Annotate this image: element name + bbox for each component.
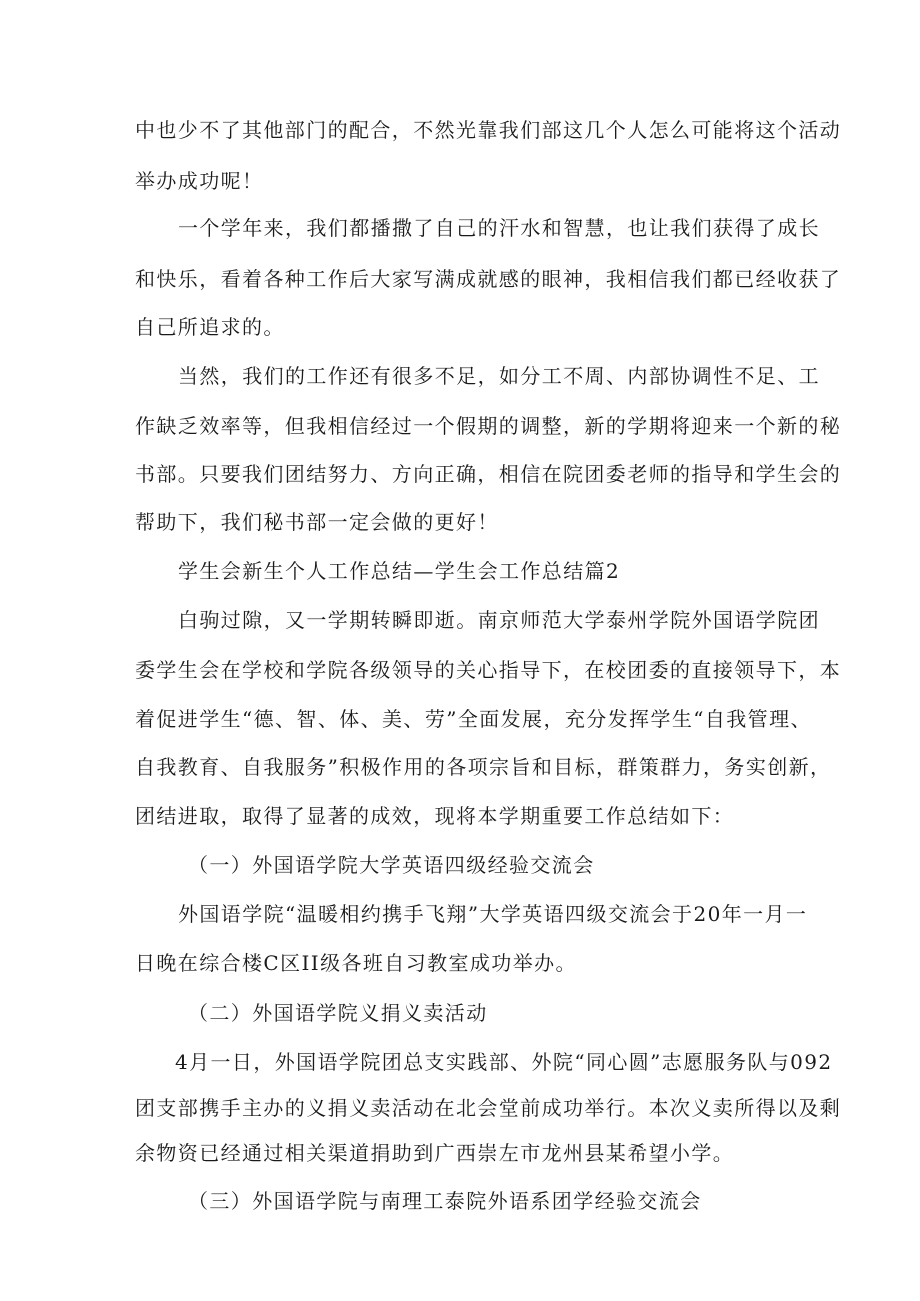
paragraph-line: 4月一日，外国语学院团总支实践部、外院“同心圆”志愿服务队与092: [175, 1050, 833, 1074]
paragraph-line: 自己所追求的。: [135, 315, 285, 339]
paragraph-line: 中也少不了其他部门的配合，不然光靠我们部这几个人怎么可能将这个活动: [135, 118, 842, 142]
paragraph-line: 帮助下，我们秘书部一定会做的更好！: [135, 510, 499, 534]
paragraph-line: 团结进取，取得了显著的成效，现将本学期重要工作总结如下：: [135, 804, 735, 828]
paragraph-line: 余物资已经通过相关渠道捐助到广西崇左市龙州县某希望小学。: [135, 1141, 735, 1165]
paragraph-line: 着促进学生“德、智、体、美、劳”全面发展，充分发挥学生“自我管理、: [135, 707, 812, 731]
paragraph-line: 和快乐，看着各种工作后大家写满成就感的眼神，我相信我们都已经收获了: [135, 267, 842, 291]
paragraph-line: 团支部携手主办的义捐义卖活动在北会堂前成功举行。本次义卖所得以及剩: [135, 1096, 842, 1120]
paragraph-line: 当然，我们的工作还有很多不足，如分工不周、内部协调性不足、工: [178, 364, 820, 388]
paragraph-line: 一个学年来，我们都播撒了自己的汗水和智慧，也让我们获得了成长: [178, 216, 820, 240]
paragraph-line: 作缺乏效率等，但我相信经过一个假期的调整，新的学期将迎来一个新的秘: [135, 414, 842, 438]
section-heading: 学生会新生个人工作总结—学生会工作总结篇2: [178, 559, 621, 583]
paragraph-line: 白驹过隙，又一学期转瞬即逝。南京师范大学泰州学院外国语学院团: [178, 608, 820, 632]
subsection-heading: （二）外国语学院义捐义卖活动: [188, 1001, 488, 1025]
subsection-heading: （三）外国语学院与南理工泰院外语系团学经验交流会: [188, 1189, 702, 1213]
paragraph-line: 自我教育、自我服务”积极作用的各项宗旨和目标，群策群力，务实创新，: [135, 755, 832, 779]
subsection-heading: （一）外国语学院大学英语四级经验交流会: [188, 853, 595, 877]
paragraph-line: 书部。只要我们团结努力、方向正确，相信在院团委老师的指导和学生会的: [135, 462, 842, 486]
paragraph-line: 委学生会在学校和学院各级领导的关心指导下，在校团委的直接领导下，本: [135, 658, 842, 682]
paragraph-line: 日晚在综合楼C区II级各班自习教室成功举办。: [135, 951, 577, 975]
paragraph-line: 外国语学院“温暖相约携手飞翔”大学英语四级交流会于20年一月一: [178, 902, 808, 926]
paragraph-line: 举办成功呢！: [135, 169, 264, 193]
